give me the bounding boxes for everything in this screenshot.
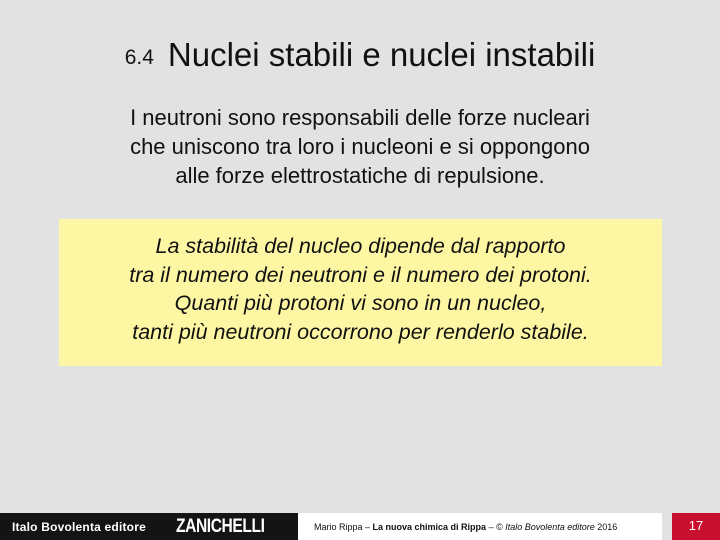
footer-bar [0,513,720,540]
highlight-line: tanti più neutroni occorrono per renderlo stabile. [132,319,589,344]
publisher-band [0,513,298,540]
page-number-badge [672,513,720,540]
highlight-line: Quanti più protoni vi sono in un nucleo, [174,291,547,315]
slide-title [0,36,720,74]
page-number: 17 [688,518,704,533]
credit-band [298,513,662,540]
credit-editor: Italo Bovolenta editore [505,522,595,532]
credit-year: 2016 [594,522,618,532]
intro-paragraph [60,103,660,190]
highlight-line: tra il numero dei neutroni e il numero dei protoni. [129,262,592,287]
intro-line: I neutroni sono responsabili delle forze nucleari [130,105,590,130]
highlight-line: La stabilità del nucleo dipende dal rapporto [155,234,566,258]
credit-sep: – © [486,522,506,532]
section-number: 6.4 [124,46,154,69]
credit-author: Mario Rippa – [314,522,373,532]
intro-line: che uniscono tra loro i nucleoni e si oppongono [130,134,590,159]
credit-text [314,522,617,532]
brand-logo: ZANICHELLI [176,516,265,537]
intro-line: alle forze elettrostatiche di repulsione. [175,163,545,188]
title-text: Nuclei stabili e nuclei instabili [167,36,596,73]
highlight-box [59,219,662,366]
credit-book: La nuova chimica di Rippa [372,522,487,532]
publisher-logo: Italo Bovolenta editore [12,520,146,534]
